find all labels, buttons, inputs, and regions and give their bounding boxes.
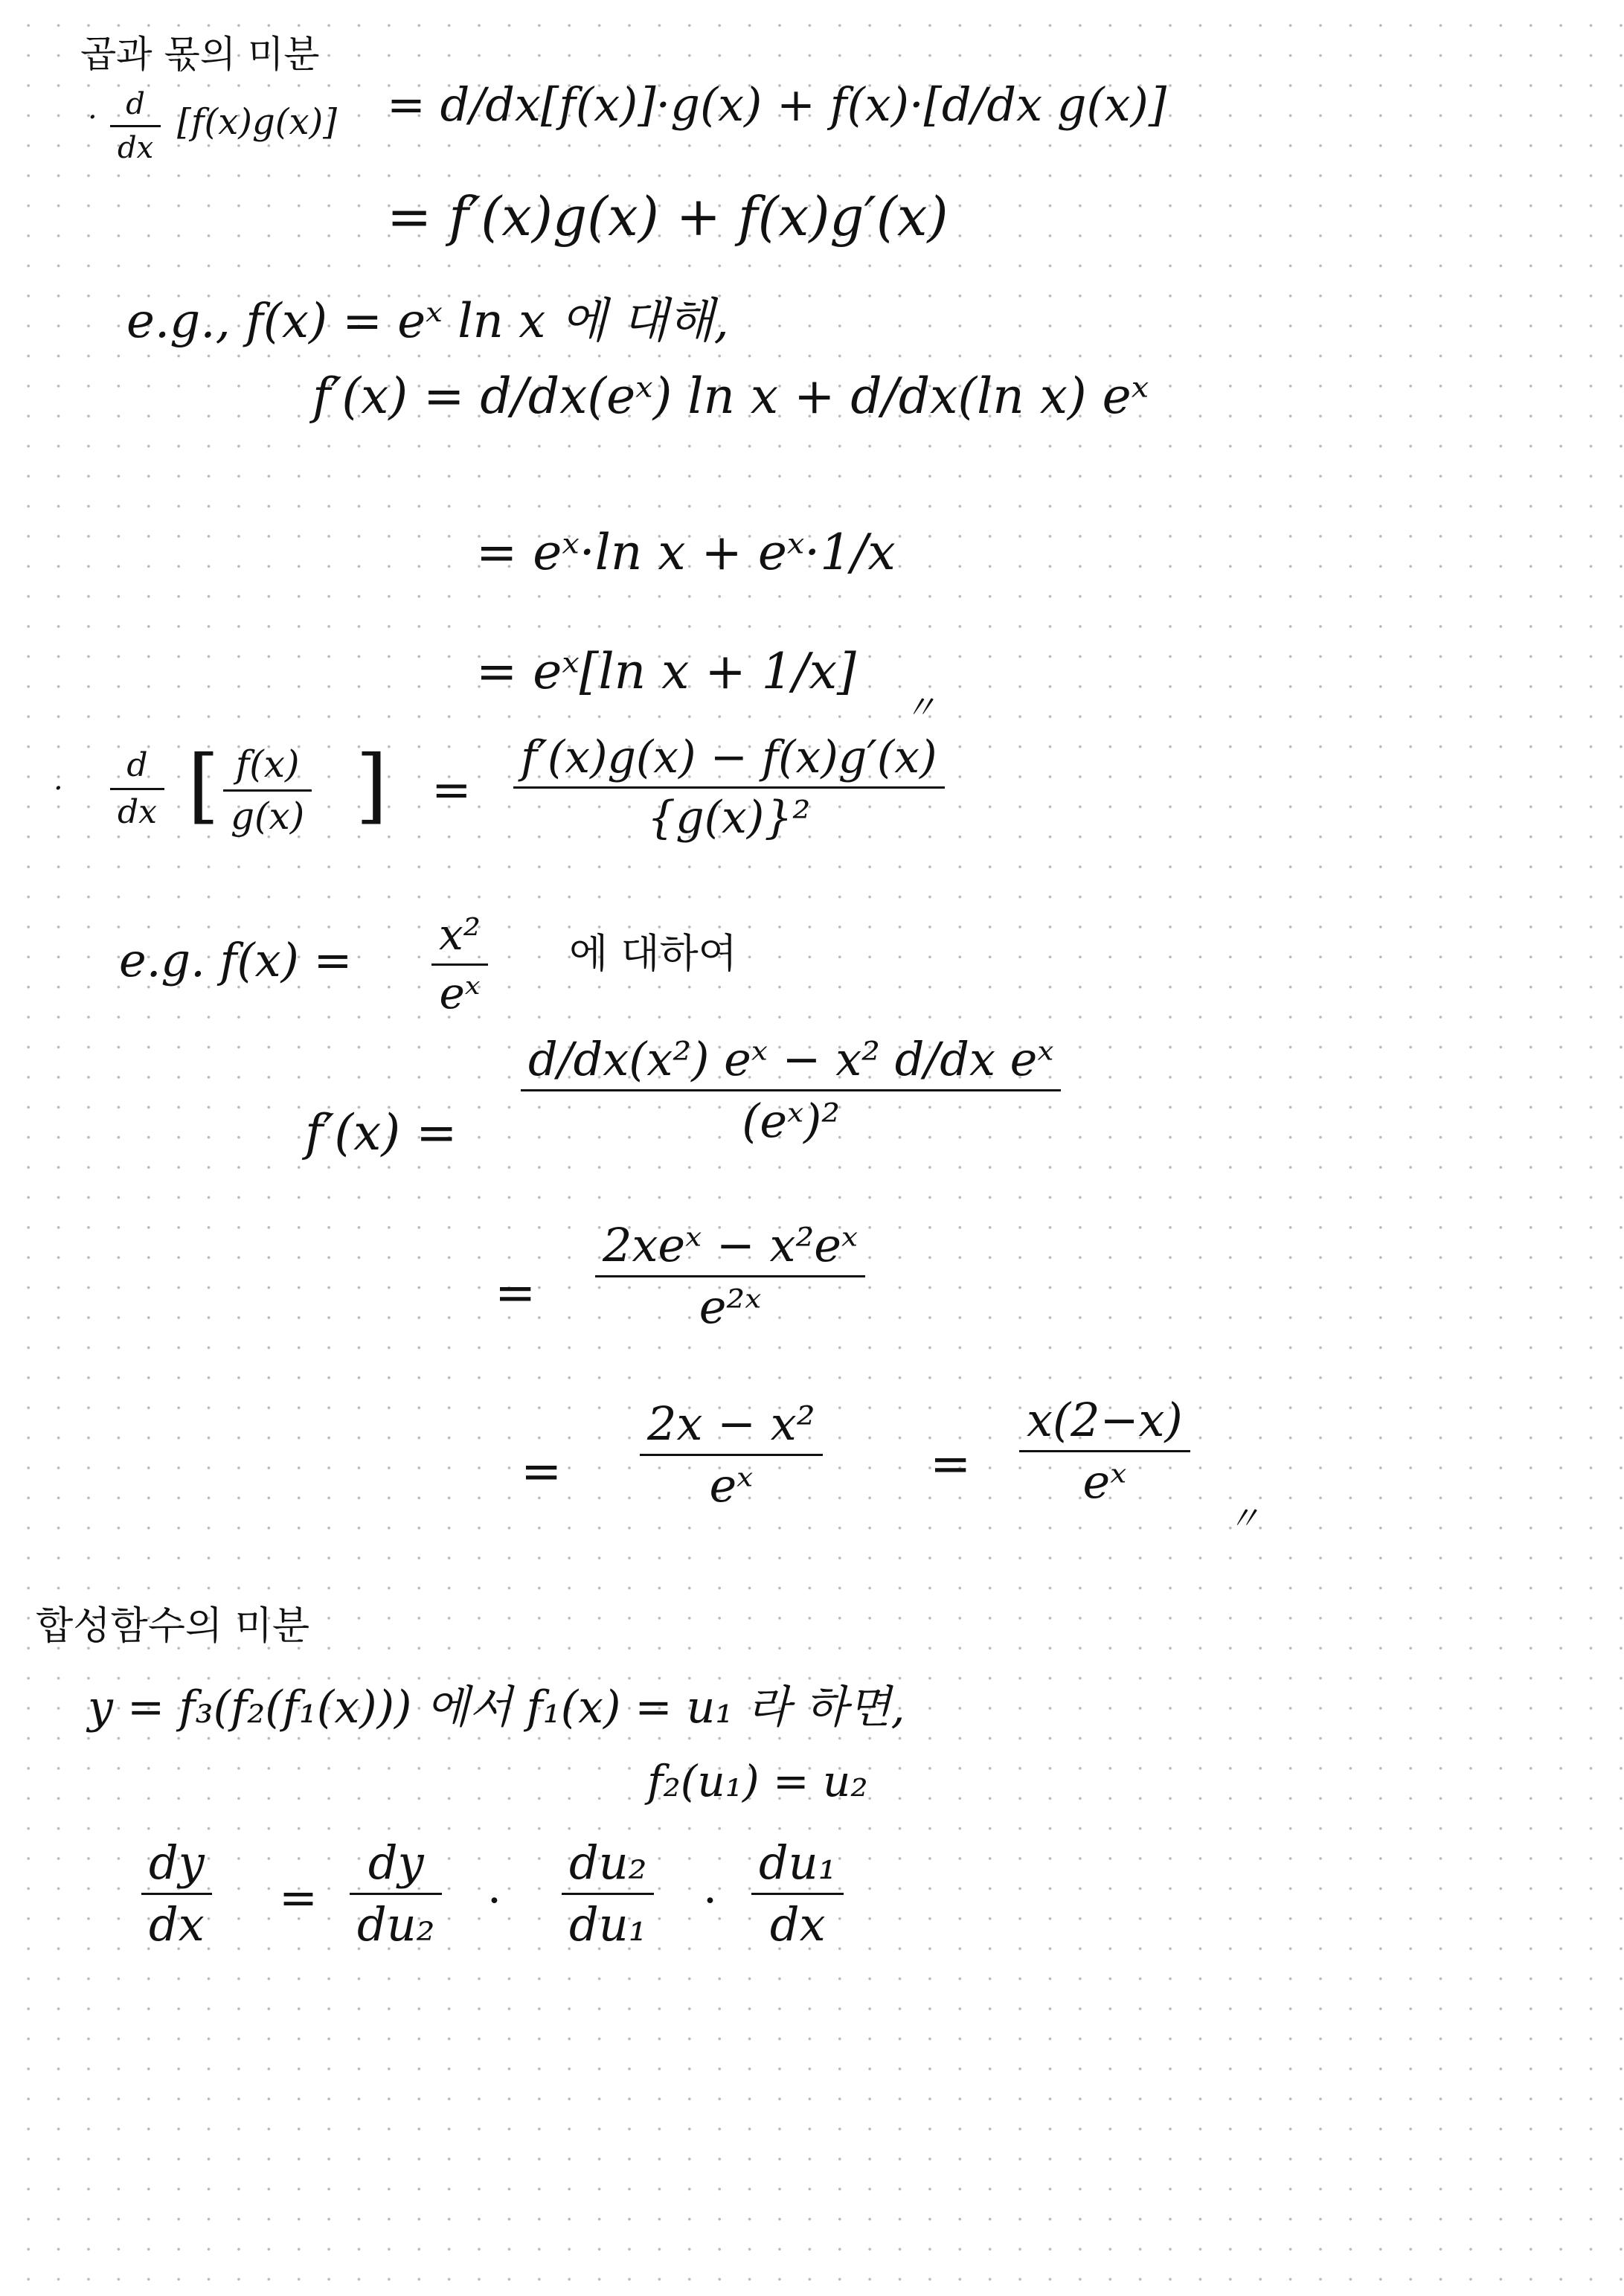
example1-end-mark: 〃 <box>904 689 937 727</box>
fraction-bar <box>1019 1450 1190 1452</box>
fraction-denominator: dx <box>149 1897 205 1952</box>
fraction-bar <box>431 963 488 966</box>
example2-step1-lhs: f′(x) = <box>305 1104 458 1161</box>
bullet-dot: · <box>54 772 63 806</box>
example2-step1-fraction <box>521 1034 1061 1147</box>
equals-sign: = <box>431 763 472 818</box>
fraction-bar <box>521 1089 1061 1091</box>
fraction-denominator: eˣ <box>1082 1455 1127 1510</box>
example1-intro: e.g., f(x) = eˣ ln x 에 대해, <box>126 294 729 349</box>
product-rule-simplified: = f′(x)g(x) + f(x)g′(x) <box>387 185 949 248</box>
fraction-denominator: dx <box>118 131 154 165</box>
composite-setup-line2: f₂(u₁) = u₂ <box>647 1756 868 1806</box>
example1-step3: = eˣ[ln x + 1/x] <box>476 643 856 700</box>
example2-intro-tail: 에 대하여 <box>569 930 737 977</box>
product-rule-lhs-tail: [f(x)g(x)] <box>177 101 337 143</box>
fraction-bar <box>595 1275 865 1277</box>
fraction-numerator: d <box>126 87 145 121</box>
bracket-open: [ <box>187 737 219 833</box>
composite-setup-line1: y = f₃(f₂(f₁(x))) 에서 f₁(x) = u₁ 라 하면, <box>88 1681 905 1734</box>
multiply-dot: · <box>487 1875 502 1927</box>
bracket-close: ] <box>356 737 388 833</box>
section-heading-composite: 합성함수의 미분 <box>36 1604 310 1649</box>
fraction-bar <box>751 1893 844 1895</box>
fraction-numerator: dy <box>149 1835 205 1890</box>
section-heading-product-quotient: 곱과 몫의 미분 <box>80 33 320 76</box>
fraction-numerator: 2xeˣ − x²eˣ <box>603 1218 858 1272</box>
fraction-numerator: x(2−x) <box>1027 1393 1183 1447</box>
fraction-denominator: eˣ <box>439 967 481 1019</box>
chain-rule-term3 <box>751 1835 844 1952</box>
fraction-denominator: du₂ <box>357 1897 435 1952</box>
example2-step3-fraction <box>640 1396 823 1513</box>
fraction-bar <box>223 789 312 792</box>
fraction-denominator: dx <box>769 1897 826 1952</box>
fraction-denominator: e²ˣ <box>699 1280 762 1335</box>
fraction-numerator: d <box>126 746 148 784</box>
fraction-denominator: dx <box>118 793 157 832</box>
chain-rule-lhs <box>141 1835 212 1952</box>
quotient-prefix-derivative <box>110 748 164 831</box>
equals-sign: = <box>521 1443 562 1500</box>
example2-function-fraction <box>431 911 488 1018</box>
fraction-numerator: 2x − x² <box>647 1396 815 1451</box>
fraction-bar <box>141 1893 212 1895</box>
chain-rule-term1 <box>350 1835 442 1952</box>
fraction-denominator: g(x) <box>231 795 305 838</box>
fraction-denominator: {g(x)}² <box>647 792 811 844</box>
fraction-numerator: dy <box>368 1835 424 1890</box>
quotient-rule-rhs-fraction <box>513 733 945 842</box>
fraction-bar <box>562 1893 654 1895</box>
quotient-rule-lhs-fraction <box>223 744 312 837</box>
product-rule-lhs-derivative <box>110 88 161 164</box>
fraction-numerator: f(x) <box>235 743 300 786</box>
example2-intro: e.g. f(x) = <box>119 933 353 987</box>
equals-sign: = <box>279 1870 318 1925</box>
example2-end-mark: 〃 <box>1227 1500 1260 1538</box>
fraction-bar <box>110 788 164 790</box>
fraction-bar <box>110 125 161 127</box>
fraction-numerator: d/dx(x²) eˣ − x² d/dx eˣ <box>528 1032 1054 1086</box>
equals-sign: = <box>495 1264 536 1321</box>
fraction-numerator: du₂ <box>569 1835 647 1890</box>
multiply-dot: · <box>703 1875 718 1927</box>
fraction-numerator: f′(x)g(x) − f(x)g′(x) <box>521 731 937 783</box>
fraction-bar <box>513 786 945 789</box>
equals-sign: = <box>930 1435 972 1492</box>
example1-step1: f′(x) = d/dx(eˣ) ln x + d/dx(ln x) eˣ <box>312 368 1149 425</box>
chain-rule-term2 <box>562 1835 654 1952</box>
fraction-denominator: eˣ <box>709 1458 754 1513</box>
fraction-bar <box>640 1454 823 1456</box>
fraction-numerator: du₁ <box>759 1835 837 1890</box>
example1-step2: = eˣ·ln x + eˣ·1/x <box>476 524 896 581</box>
fraction-denominator: (eˣ)² <box>742 1094 841 1149</box>
fraction-numerator: x² <box>439 909 481 960</box>
example2-step4-fraction <box>1019 1393 1190 1510</box>
fraction-denominator: du₁ <box>569 1897 647 1952</box>
product-rule-rhs: = d/dx[f(x)]·g(x) + f(x)·[d/dx g(x)] <box>387 77 1167 132</box>
fraction-bar <box>350 1893 442 1895</box>
bullet-dot: · <box>88 100 97 135</box>
example2-step2-fraction <box>595 1220 865 1333</box>
